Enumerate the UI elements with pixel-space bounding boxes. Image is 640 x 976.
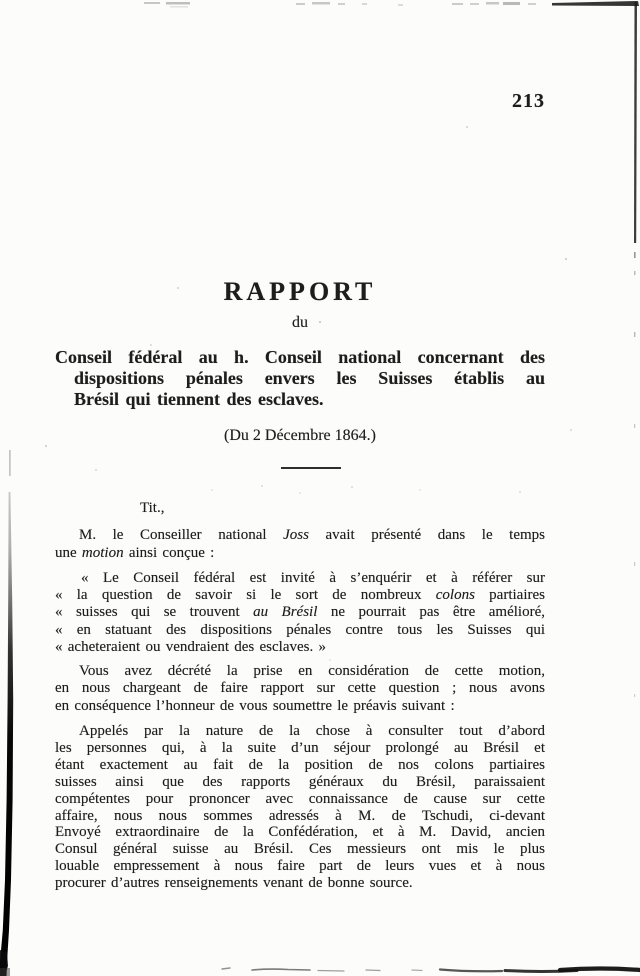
paragraph-line: Envoyé extraordinaire de la Confédération, et à M. David, ancien: [55, 824, 545, 841]
paragraph-line: en nous chargeant de faire rapport sur cette question ; nous avons: [55, 680, 545, 697]
paragraph-line: M. le Conseiller national Joss avait présenté dans le temps: [79, 527, 545, 543]
report-title: RAPPORT: [223, 277, 377, 306]
scan-spine-shadow: [0, 450, 13, 976]
quote-line: « en statuant des dispositions pénales contre tous les Suisses qui: [55, 621, 545, 638]
scan-top-edge-marks: [144, 2, 536, 8]
quoted-motion-block: [55, 570, 545, 656]
section-divider: [281, 467, 341, 469]
paragraph-line: compétentes pour prononcer avec connaissance de cause sur cette: [55, 790, 545, 807]
paragraph-line: procurer d’autres renseignements venant de bonne source.: [55, 875, 413, 892]
paragraph-line: étant exactement au fait de la position de nos colons partiaires: [55, 756, 545, 773]
quote-line: « suisses qui se trouvent au Brésil ne pourrait pas être amélioré,: [55, 604, 545, 621]
paragraph-line: affaire, nous nous sommes adressés à M. de Tschudi, ci-devant: [55, 807, 545, 824]
heading-line: Conseil fédéral au h. Conseil national concernant des: [55, 347, 545, 367]
paragraph-line: une motion ainsi conçue :: [55, 544, 215, 561]
document-heading: [55, 347, 545, 410]
quote-line: « acheteraient ou vendraient des esclaves. »: [55, 638, 326, 655]
paragraph-line: en conséquence l’honneur de vous soumettre le préavis suivant :: [55, 697, 455, 714]
report-title-du: du: [292, 314, 308, 331]
paragraph-line: louable empressement à nous faire part de leurs vues et à nous: [55, 858, 545, 875]
page-number: 213: [512, 90, 545, 112]
salutation: Tit.,: [140, 500, 165, 516]
paragraph-consultation: [55, 723, 545, 892]
quote-line: « Le Conseil fédéral est invité à s’enquérir et à référer sur: [81, 570, 545, 586]
scan-right-edge-line: [552, 1, 639, 697]
scan-bottom-edge-line: [222, 968, 640, 972]
paragraph-motion-intro: [55, 527, 545, 562]
paragraph-line: les personnes qui, à la suite d’un séjour prolongé au Brésil et: [55, 739, 545, 756]
paragraph-decree: [55, 663, 545, 715]
quote-line: « la question de savoir si le sort de nombreux colons partiaires: [55, 587, 545, 604]
heading-line: Brésil qui tiennent des esclaves.: [74, 389, 324, 409]
paragraph-line: suisses ainsi que des rapports généraux du Brésil, paraissaient: [55, 773, 545, 790]
paragraph-line: Vous avez décrété la prise en considération de cette motion,: [79, 663, 545, 679]
paragraph-line: Appelés par la nature de la chose à consulter tout d’abord: [79, 723, 545, 739]
date-line: (Du 2 Décembre 1864.): [224, 427, 376, 444]
heading-line: dispositions pénales envers les Suisses établis au: [74, 368, 545, 388]
paragraph-line: Consul général suisse au Brésil. Ces messieurs ont mis le plus: [55, 841, 545, 858]
